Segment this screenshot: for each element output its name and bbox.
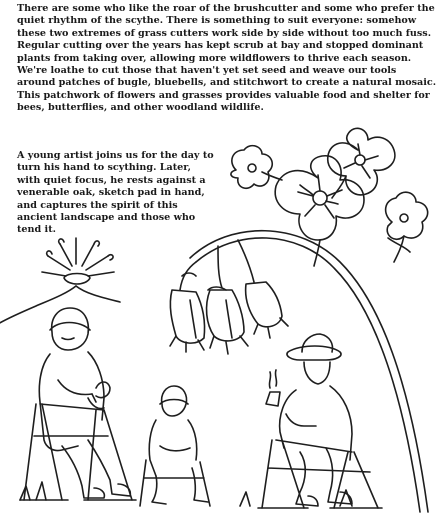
bluebell-flowers <box>170 240 288 354</box>
seated-child-middle <box>140 386 210 506</box>
intro-paragraph: There are some who like the roar of the brushcutter and some who prefer the quiet rhythm of the scythe. There is something to suit everyone: somehow these two extremes of grass cutters work side by side without too much fuss. Regular cutting over the years has kept scrub at bay and stopped dominant plants from taking over, allowing more wildflowers to thrive each season. We're loathe to cut those that haven't yet set seed and weave our tools around patches of bugle, bluebells, and stitchwort to create a natural mosaic. This patchwork of flowers and grasses provides valuable food and shelter for bees, butterflies, and other woodland wildlife. <box>17 3 437 114</box>
seated-man-right <box>258 334 382 508</box>
bluebell-arch-stem-inner <box>196 238 420 512</box>
stitchwort-flower-large <box>275 156 364 240</box>
artist-paragraph: A young artist joins us for the day to turn his hand to scything. Later, with quiet focus, he rests against a venerable oak, sketch pad in hand, and captures the spirit of this ancient landscape and those who tend it. <box>17 150 214 236</box>
seated-man-left <box>20 308 136 500</box>
stitchwort-bud <box>231 146 282 189</box>
stitchwort-flower-small <box>386 192 428 262</box>
